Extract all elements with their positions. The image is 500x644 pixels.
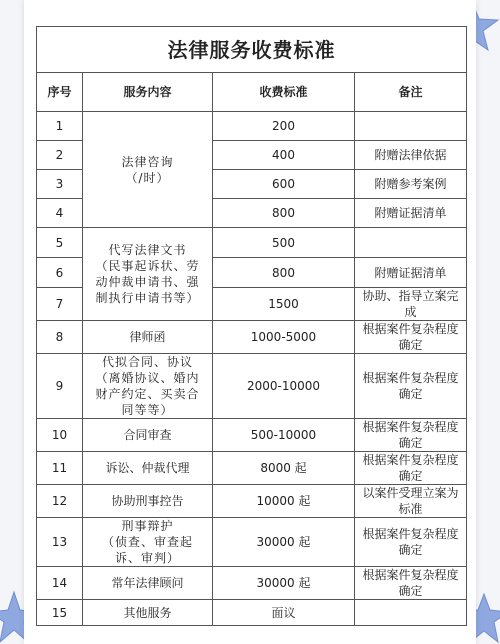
row-service: 其他服务	[83, 600, 213, 626]
header-service: 服务内容	[83, 73, 213, 112]
table-header-row	[37, 73, 467, 112]
table-row	[37, 419, 467, 452]
row-no: 3	[37, 170, 83, 199]
row-service: 刑事辩护 （侦查、审查起 诉、审判）	[83, 518, 213, 567]
row-no: 10	[37, 419, 83, 452]
row-no: 9	[37, 354, 83, 419]
row-note	[355, 228, 467, 258]
service-group-consult: 法律咨询 （/时）	[83, 112, 213, 228]
row-fee: 800	[213, 258, 355, 288]
row-fee: 500	[213, 228, 355, 258]
row-no: 7	[37, 288, 83, 321]
row-fee: 面议	[213, 600, 355, 626]
row-service: 协助刑事控告	[83, 485, 213, 518]
table-title: 法律服务收费标准	[37, 27, 467, 73]
row-service: 律师函	[83, 321, 213, 354]
row-note: 以案件受理立案为标准	[355, 485, 467, 518]
row-no: 6	[37, 258, 83, 288]
row-note	[355, 112, 467, 141]
table-row	[37, 600, 467, 626]
fee-table	[36, 26, 467, 626]
row-fee: 1500	[213, 288, 355, 321]
row-note: 根据案件复杂程度确定	[355, 321, 467, 354]
row-service: 代拟合同、协议 （离婚协议、婚内 财产约定、买卖合 同等等）	[83, 354, 213, 419]
header-no: 序号	[37, 73, 83, 112]
table-row	[37, 354, 467, 419]
row-note: 根据案件复杂程度确定	[355, 452, 467, 485]
row-no: 13	[37, 518, 83, 567]
row-fee: 500-10000	[213, 419, 355, 452]
row-fee: 10000 起	[213, 485, 355, 518]
row-fee: 200	[213, 112, 355, 141]
row-note: 根据案件复杂程度确定	[355, 567, 467, 600]
row-no: 12	[37, 485, 83, 518]
row-no: 2	[37, 141, 83, 170]
row-fee: 30000 起	[213, 567, 355, 600]
document-sheet	[24, 0, 476, 644]
row-note: 附赠证据清单	[355, 258, 467, 288]
row-no: 1	[37, 112, 83, 141]
header-note: 备注	[355, 73, 467, 112]
row-service: 合同审查	[83, 419, 213, 452]
row-fee: 400	[213, 141, 355, 170]
table-row	[37, 518, 467, 567]
row-note: 根据案件复杂程度确定	[355, 518, 467, 567]
row-no: 4	[37, 199, 83, 228]
service-group-docs: 代写法律文书 （民事起诉状、劳 动仲裁申请书、强 制执行申请书等）	[83, 228, 213, 321]
table-row	[37, 321, 467, 354]
row-note	[355, 600, 467, 626]
row-no: 8	[37, 321, 83, 354]
row-service: 诉讼、仲裁代理	[83, 452, 213, 485]
row-note: 附赠证据清单	[355, 199, 467, 228]
row-service: 常年法律顾问	[83, 567, 213, 600]
row-note: 协助、指导立案完成	[355, 288, 467, 321]
row-fee: 600	[213, 170, 355, 199]
row-fee: 8000 起	[213, 452, 355, 485]
table-row	[37, 567, 467, 600]
row-note: 附赠法律依据	[355, 141, 467, 170]
row-fee: 1000-5000	[213, 321, 355, 354]
row-no: 15	[37, 600, 83, 626]
table-row	[37, 228, 467, 258]
row-note: 根据案件复杂程度确定	[355, 354, 467, 419]
row-no: 5	[37, 228, 83, 258]
row-note: 根据案件复杂程度确定	[355, 419, 467, 452]
row-fee: 30000 起	[213, 518, 355, 567]
table-row	[37, 485, 467, 518]
table-row	[37, 112, 467, 141]
row-note: 附赠参考案例	[355, 170, 467, 199]
row-fee: 2000-10000	[213, 354, 355, 419]
table-row	[37, 452, 467, 485]
row-fee: 800	[213, 199, 355, 228]
header-fee: 收费标准	[213, 73, 355, 112]
row-no: 11	[37, 452, 83, 485]
row-no: 14	[37, 567, 83, 600]
